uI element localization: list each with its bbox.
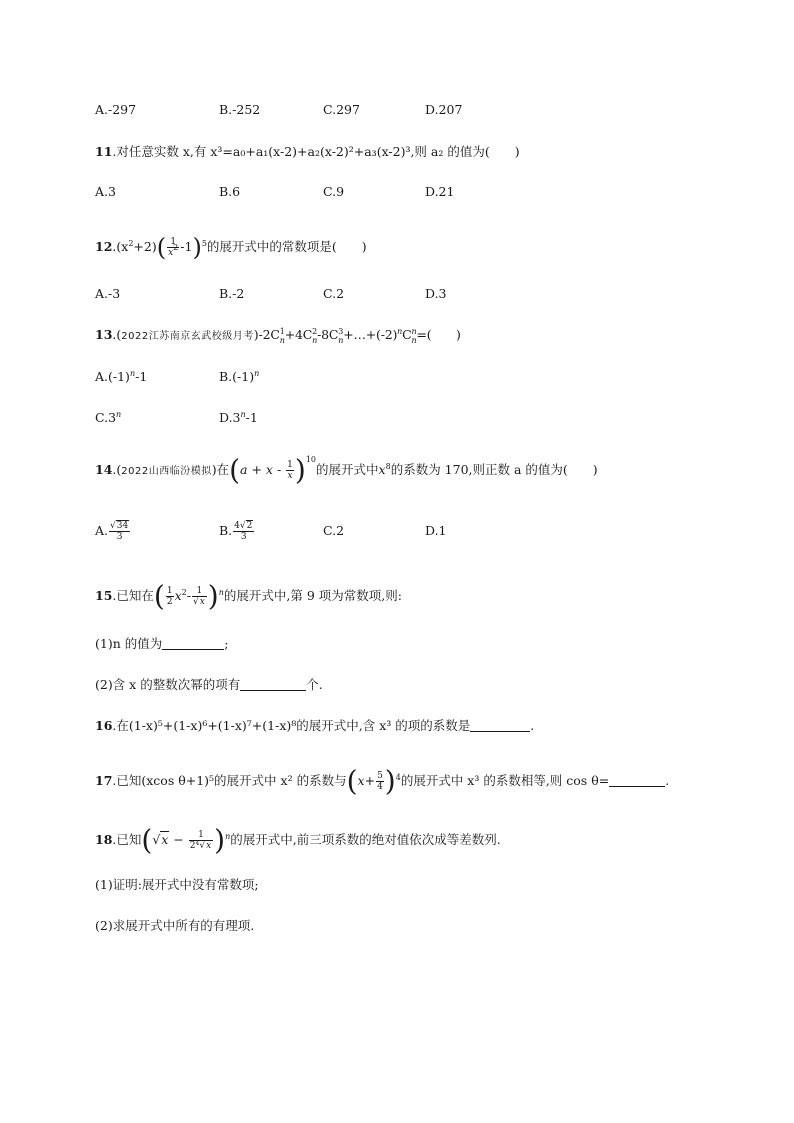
q15-number: 15 xyxy=(95,588,113,603)
q15-sub1-text: (1)n 的值为 xyxy=(95,636,163,651)
q18-number: 18 xyxy=(95,832,113,847)
q16-blank[interactable] xyxy=(470,717,530,732)
q17-text-mid: 的展开式中 x³ 的系数相等,则 cos θ= xyxy=(400,773,610,788)
q14-source: 2022山西临汾模拟 xyxy=(121,466,212,477)
q12-options xyxy=(95,283,715,305)
q13-option-b: $B.(-1)^n$ xyxy=(219,369,260,384)
q12-number: 12 xyxy=(95,239,113,254)
q14-options xyxy=(95,520,715,542)
q13-option-c: C.3$^n$ xyxy=(95,410,122,425)
q14-text-end: 的系数为 170,则正数 a 的值为( ) xyxy=(390,462,598,477)
q15-sub1-end: ; xyxy=(224,636,229,651)
q11-option-d: D.21 xyxy=(425,184,455,199)
q17-number: 17 xyxy=(95,773,113,788)
q15-text-pre: .已知在 xyxy=(112,588,154,603)
q12-text: 的展开式中的常数项是( ) xyxy=(206,239,367,254)
q10-option-a: A.-297 xyxy=(95,102,137,117)
q17-text-pre: .已知(xcos θ+1)⁵的展开式中 x² 的系数与 xyxy=(112,773,347,788)
q13-options-row2 xyxy=(95,407,715,429)
q16-stem xyxy=(95,716,534,736)
q13-option-a: $A.(-1)^n-1$ xyxy=(95,369,148,384)
q10-option-b: B.-252 xyxy=(219,102,261,117)
q10-option-d: D.207 xyxy=(425,102,463,117)
q13-stem: 13.(2022江苏南京玄武校级月考)-2C 1 n +4C 2 n -8C 3 n $+\dots+(-2)^nC$ n n =( ) xyxy=(95,327,461,345)
q12-option-d: D.3 xyxy=(425,286,447,301)
q11-option-c: C.9 xyxy=(323,184,345,199)
q15-sub2 xyxy=(95,675,323,695)
q18-stem xyxy=(95,823,501,857)
q15-sub2-end: 个. xyxy=(306,677,323,692)
q16-end: . xyxy=(530,718,535,733)
q14-formula: (a + x - $\frac{1}{x}$ )$^{10}$ xyxy=(229,453,317,487)
q14-number: 14 xyxy=(95,462,113,477)
q11-option-a: A.3 xyxy=(95,184,116,199)
q17-end: . xyxy=(665,773,670,788)
q13-source: 2022江苏南京玄武校级月考 xyxy=(121,331,254,342)
q12-option-c: C.2 xyxy=(323,286,345,301)
q17-blank[interactable] xyxy=(609,772,665,787)
q15-blank-2[interactable] xyxy=(240,676,306,691)
q18-formula: (√x − $\frac{1}{2^4√x}$ )$^n$ xyxy=(141,823,231,857)
q17-formula: (x+ $\frac{5}{4}$ )$^4$ xyxy=(346,764,401,798)
q12-option-b: B.-2 xyxy=(219,286,245,301)
q14-text-mid: 的展开式中 xyxy=(316,462,379,477)
q10-options xyxy=(95,99,715,121)
q18-sub2: (2)求展开式中所有的有理项. xyxy=(95,918,255,933)
q14-option-a: A. $\frac{√34}{3}$ xyxy=(95,521,129,542)
q12-option-a: A.-3 xyxy=(95,286,121,301)
q11-stem xyxy=(95,142,520,162)
q13-formula: -2C 1 n +4C 2 n -8C 3 n $+\dots+(-2)^nC$ n n =( ) xyxy=(258,327,461,345)
q14-stem: 14.(2022山西临汾模拟)在(a + x - $\frac{1}{x}$ )$^{10}$的展开式中$x^8$的系数为 170,则正数 a 的值为( ) xyxy=(95,453,598,487)
q18-text-post: 的展开式中,前三项系数的绝对值依次成等差数列. xyxy=(230,832,501,847)
q17-stem xyxy=(95,764,670,798)
q11-number: 11 xyxy=(95,144,113,159)
q18-sub1: (1)证明:展开式中没有常数项; xyxy=(95,877,259,892)
q13-number: 13 xyxy=(95,327,113,342)
q13-option-d: D.3$^n$-1 xyxy=(219,410,258,425)
q15-sub1 xyxy=(95,634,228,654)
q12-stem xyxy=(95,233,367,262)
q15-blank-1[interactable] xyxy=(162,635,224,650)
q11-options xyxy=(95,181,715,203)
q10-option-c: C.297 xyxy=(323,102,360,117)
q15-formula: ( $\frac{1}{2}$ $x^2-$ $\frac{1}{√x}$ )$^n$ xyxy=(153,579,224,613)
q15-text-post: 的展开式中,第 9 项为常数项,则: xyxy=(223,588,402,603)
q15-sub2-text: (2)含 x 的整数次幂的项有 xyxy=(95,677,241,692)
q13-options-row1 xyxy=(95,366,715,388)
q14-option-d: D.1 xyxy=(425,523,447,538)
q11-text: .对任意实数 x,有 x³=a₀+a₁(x-2)+a₂(x-2)²+a₃(x-2)³,则 a₂ 的值为( ) xyxy=(112,144,520,159)
q14-option-b: B. $\frac{4√2}{3}$ xyxy=(219,521,253,542)
q16-text: .在(1-x)⁵+(1-x)⁶+(1-x)⁷+(1-x)⁸的展开式中,含 x³ 的项的系数是 xyxy=(112,718,471,733)
q11-option-b: B.6 xyxy=(219,184,241,199)
q16-number: 16 xyxy=(95,718,113,733)
q15-stem xyxy=(95,579,402,613)
q12-formula: $.(x^2+2)$( $\frac{1}{x^2}$ -1)$^5$ xyxy=(112,233,207,262)
q14-option-c: C.2 xyxy=(323,523,345,538)
q18-text-pre: .已知 xyxy=(112,832,142,847)
